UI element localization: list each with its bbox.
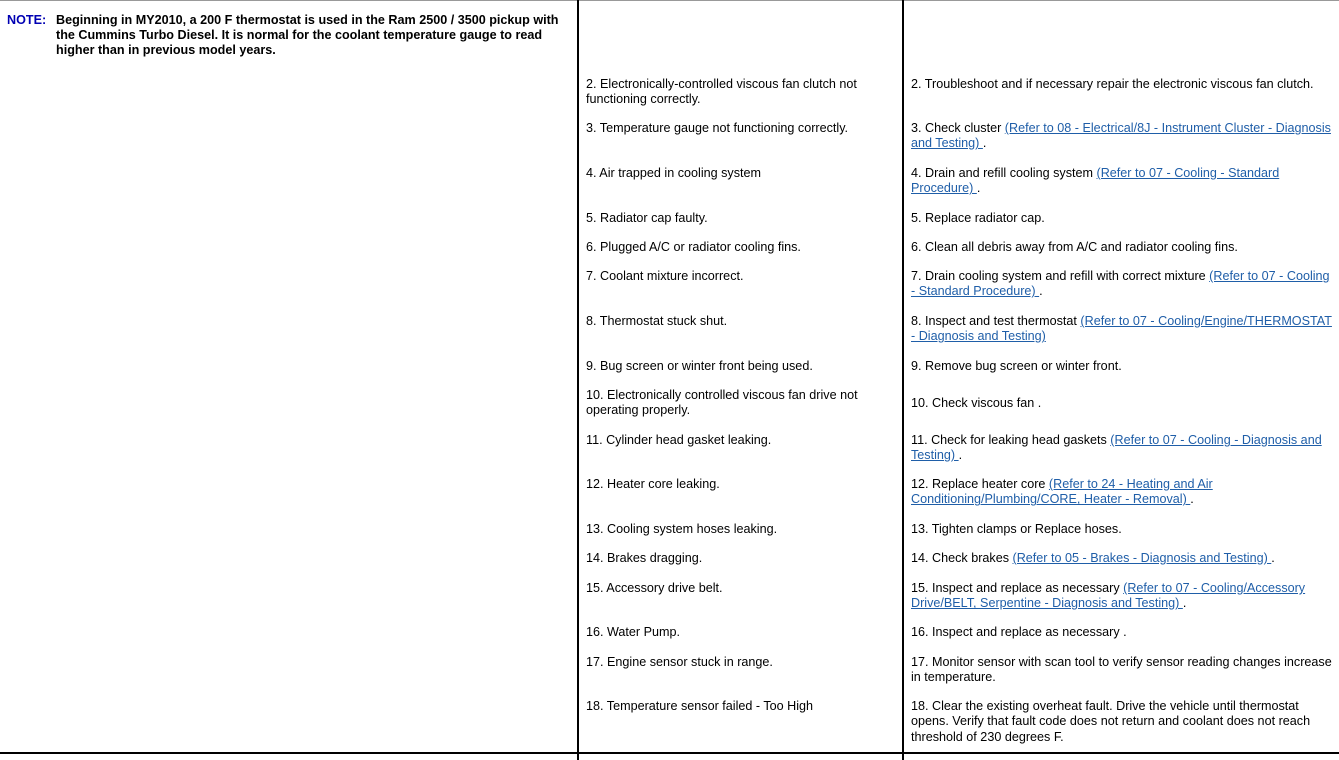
condition-cell: 2. Electronically-controlled viscous fan clutch not functioning correctly. [586, 77, 857, 107]
reference-link[interactable]: (Refer to 07 - Cooling - Standard Procedure) [911, 166, 1280, 196]
condition-cell: 10. Electronically controlled viscous fan drive not operating properly. [586, 388, 858, 418]
reference-link[interactable]: (Refer to 07 - Cooling/Engine/THERMOSTAT - Diagnosis and Testing) [911, 314, 1332, 344]
condition-cell: 3. Temperature gauge not functioning correctly. [586, 121, 849, 135]
condition-cell: 14. Brakes dragging. [586, 551, 703, 565]
condition-cell: 12. Heater core leaking. [586, 477, 720, 491]
correction-cell [911, 166, 1333, 197]
note-text: Beginning in MY2010, a 200 F thermostat is used in the Ram 2500 / 3500 pickup with the Cummins Turbo Diesel. It is normal for the coolant temperature gauge to read higher than in previous model years. [56, 13, 559, 57]
correction-text: 6. Clean all debris away from A/C and radiator cooling fins. [911, 240, 1238, 254]
correction-text: 9. Remove bug screen or winter front. [911, 359, 1122, 373]
condition-cell: 4. Air trapped in cooling system [586, 166, 762, 180]
correction-text: 16. Inspect and replace as necessary . [911, 625, 1127, 639]
correction-cell [911, 551, 1333, 566]
correction-text: 2. Troubleshoot and if necessary repair the electronic viscous fan clutch. [911, 77, 1314, 91]
correction-text: 11. Check for leaking head gaskets [911, 433, 1111, 447]
table-bottom-border [0, 752, 1339, 754]
correction-text: 4. Drain and refill cooling system [911, 166, 1097, 180]
correction-text: 13. Tighten clamps or Replace hoses. [911, 522, 1122, 536]
condition-cell: 16. Water Pump. [586, 625, 681, 639]
correction-text: 3. Check cluster [911, 121, 1005, 135]
correction-cell [911, 433, 1333, 464]
correction-cell [911, 655, 1333, 686]
correction-cell [911, 699, 1333, 745]
correction-text: 15. Inspect and replace as necessary [911, 581, 1124, 595]
reference-link[interactable]: (Refer to 08 - Electrical/8J - Instrument Cluster - Diagnosis and Testing) [911, 121, 1331, 151]
condition-cell: 17. Engine sensor stuck in range. [586, 655, 773, 669]
correction-suffix: . [958, 448, 963, 463]
table-top-border [0, 0, 1339, 1]
correction-cell [911, 314, 1333, 345]
correction-text: 18. Clear the existing overheat fault. Drive the vehicle until thermostat opens. Verify that fault code does not return and coolant does not reach threshold of 230 degrees F. [911, 699, 1311, 744]
correction-text: 12. Replace heater core [911, 477, 1049, 491]
correction-suffix: . [976, 181, 981, 196]
reference-link[interactable]: (Refer to 05 - Brakes - Diagnosis and Testing) [1012, 551, 1272, 565]
condition-cell: 9. Bug screen or winter front being used. [586, 359, 813, 373]
note-block [7, 13, 567, 58]
correction-cell [911, 522, 1333, 537]
correction-text: 17. Monitor sensor with scan tool to verify sensor reading changes increase in temperature. [911, 655, 1332, 685]
correction-suffix: . [1271, 551, 1275, 565]
correction-suffix: . [1190, 492, 1194, 507]
condition-cell: 15. Accessory drive belt. [586, 581, 723, 595]
reference-link[interactable]: (Refer to 24 - Heating and Air Conditioning/Plumbing/CORE, Heater - Removal) [911, 477, 1213, 507]
correction-text: 7. Drain cooling system and refill with correct mixture [911, 269, 1210, 283]
condition-cell: 8. Thermostat stuck shut. [586, 314, 728, 328]
correction-cell [911, 477, 1333, 508]
condition-cell: 6. Plugged A/C or radiator cooling fins. [586, 240, 801, 254]
column-divider-2 [902, 0, 904, 760]
condition-cell: 13. Cooling system hoses leaking. [586, 522, 778, 536]
correction-cell [911, 240, 1333, 255]
reference-link[interactable]: (Refer to 07 - Cooling - Standard Procedure) [911, 269, 1330, 299]
correction-text: 5. Replace radiator cap. [911, 211, 1045, 225]
correction-text: 8. Inspect and test thermostat [911, 314, 1081, 328]
correction-cell [911, 269, 1333, 300]
reference-link[interactable]: (Refer to 07 - Cooling - Diagnosis and Testing) [911, 433, 1322, 463]
correction-cell [911, 625, 1333, 640]
note-label: NOTE: [7, 13, 47, 27]
correction-cell [911, 121, 1333, 152]
reference-link[interactable]: (Refer to 07 - Cooling/Accessory Drive/BELT, Serpentine - Diagnosis and Testing) [911, 581, 1306, 611]
correction-suffix: . [1039, 284, 1043, 299]
condition-cell: 18. Temperature sensor failed - Too High [586, 699, 814, 713]
correction-cell [911, 359, 1333, 374]
correction-cell [911, 388, 1333, 411]
condition-cell: 11. Cylinder head gasket leaking. [586, 433, 772, 447]
correction-suffix: . [1182, 596, 1187, 611]
condition-cell: 7. Coolant mixture incorrect. [586, 269, 744, 283]
correction-cell [911, 77, 1333, 92]
correction-suffix: . [982, 136, 987, 151]
correction-cell [911, 581, 1333, 612]
correction-text: 10. Check viscous fan . [911, 396, 1042, 410]
condition-cell: 5. Radiator cap faulty. [586, 211, 708, 225]
correction-text: 14. Check brakes [911, 551, 1013, 565]
correction-cell [911, 211, 1333, 226]
column-divider-1 [577, 0, 579, 760]
